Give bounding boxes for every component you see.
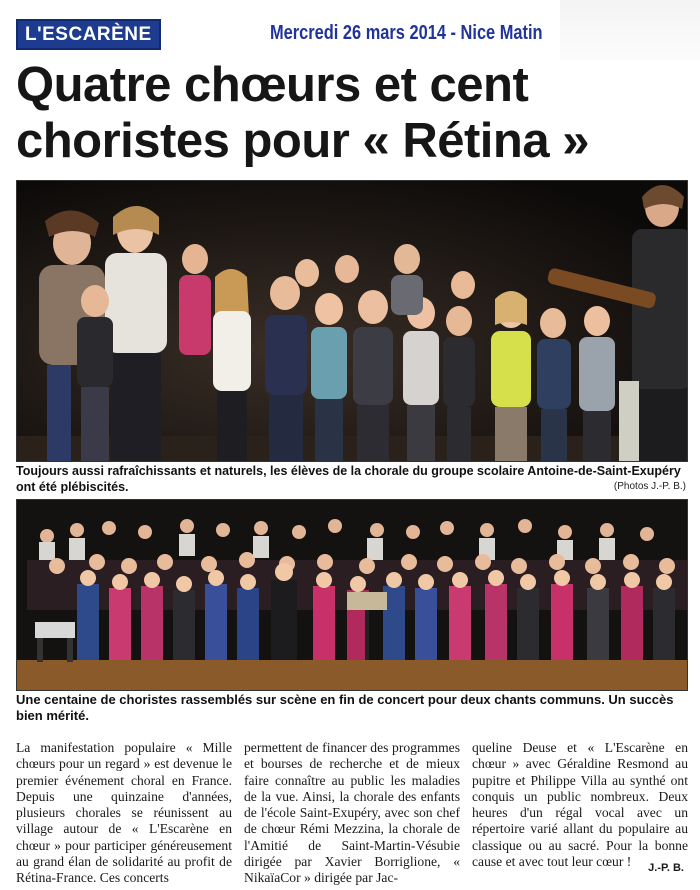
headline-line-2: choristes pour « Rétina » [16, 114, 589, 168]
adjacent-column-fragment [560, 0, 700, 60]
headline [16, 57, 686, 169]
article-paragraph-3: queline Deuse et « L'Escarène en chœur » avec Géraldine Resmond au pupitre et Philippe Villa au synthé ont conquis un public nombreux. Deux heures d'un régal vocal avec un répertoire varié allant du populaire au classique ou au sacré. Pour la bonne cause et avec tout leur cœur ! [472, 740, 688, 870]
article-column-1 [16, 740, 232, 890]
photo2-caption: Une centaine de choristes rassemblés sur scène en fin de concert pour deux chants communs. Un succès bien mérité. [16, 692, 674, 723]
article-column-2 [244, 740, 460, 890]
headline-line-1: Quatre chœurs et cent [16, 58, 529, 112]
photo-children-choir [16, 180, 688, 462]
full-choir-image [17, 500, 687, 690]
article-paragraph-1: La manifestation populaire « Mille chœurs pour un regard » est devenue le premier événement choral en France. Depuis une quinzaine d'années, plusieurs chorales se réunissent au village autour de « L'Escarène en chœur » pour participer généreusement au grand élan de solidarité au profit de Rétina-France. Ces concerts [16, 740, 232, 886]
photo-credit: (Photos J.-P. B.) [613, 481, 686, 492]
section-tag: L'ESCARÈNE [16, 19, 161, 50]
article-body [16, 740, 688, 890]
photo1-caption: Toujours aussi rafraîchissants et naturels, les élèves de la chorale du groupe scolaire Antoine-de-Saint-Exupéry ont été plébiscités. [16, 464, 681, 494]
article-paragraph-2: permettent de financer des programmes et bourses de recherche et de mieux faire connaître au public les maladies de la vue. Ainsi, la chorale des enfants de l'école Saint-Exupéry, avec son chef de chœur Rémi Mezzina, la chorale de l'Amitié de Saint-Martin-Vésubie dirigée par Xavier Borriglione, « NikaïaCor » dirigée par Jac- [244, 740, 460, 886]
photo-full-choir [16, 499, 688, 691]
dateline: Mercredi 26 mars 2014 - Nice Matin [270, 22, 543, 44]
children-choir-image [17, 181, 687, 461]
author-signature: J.-P. B. [648, 862, 684, 874]
